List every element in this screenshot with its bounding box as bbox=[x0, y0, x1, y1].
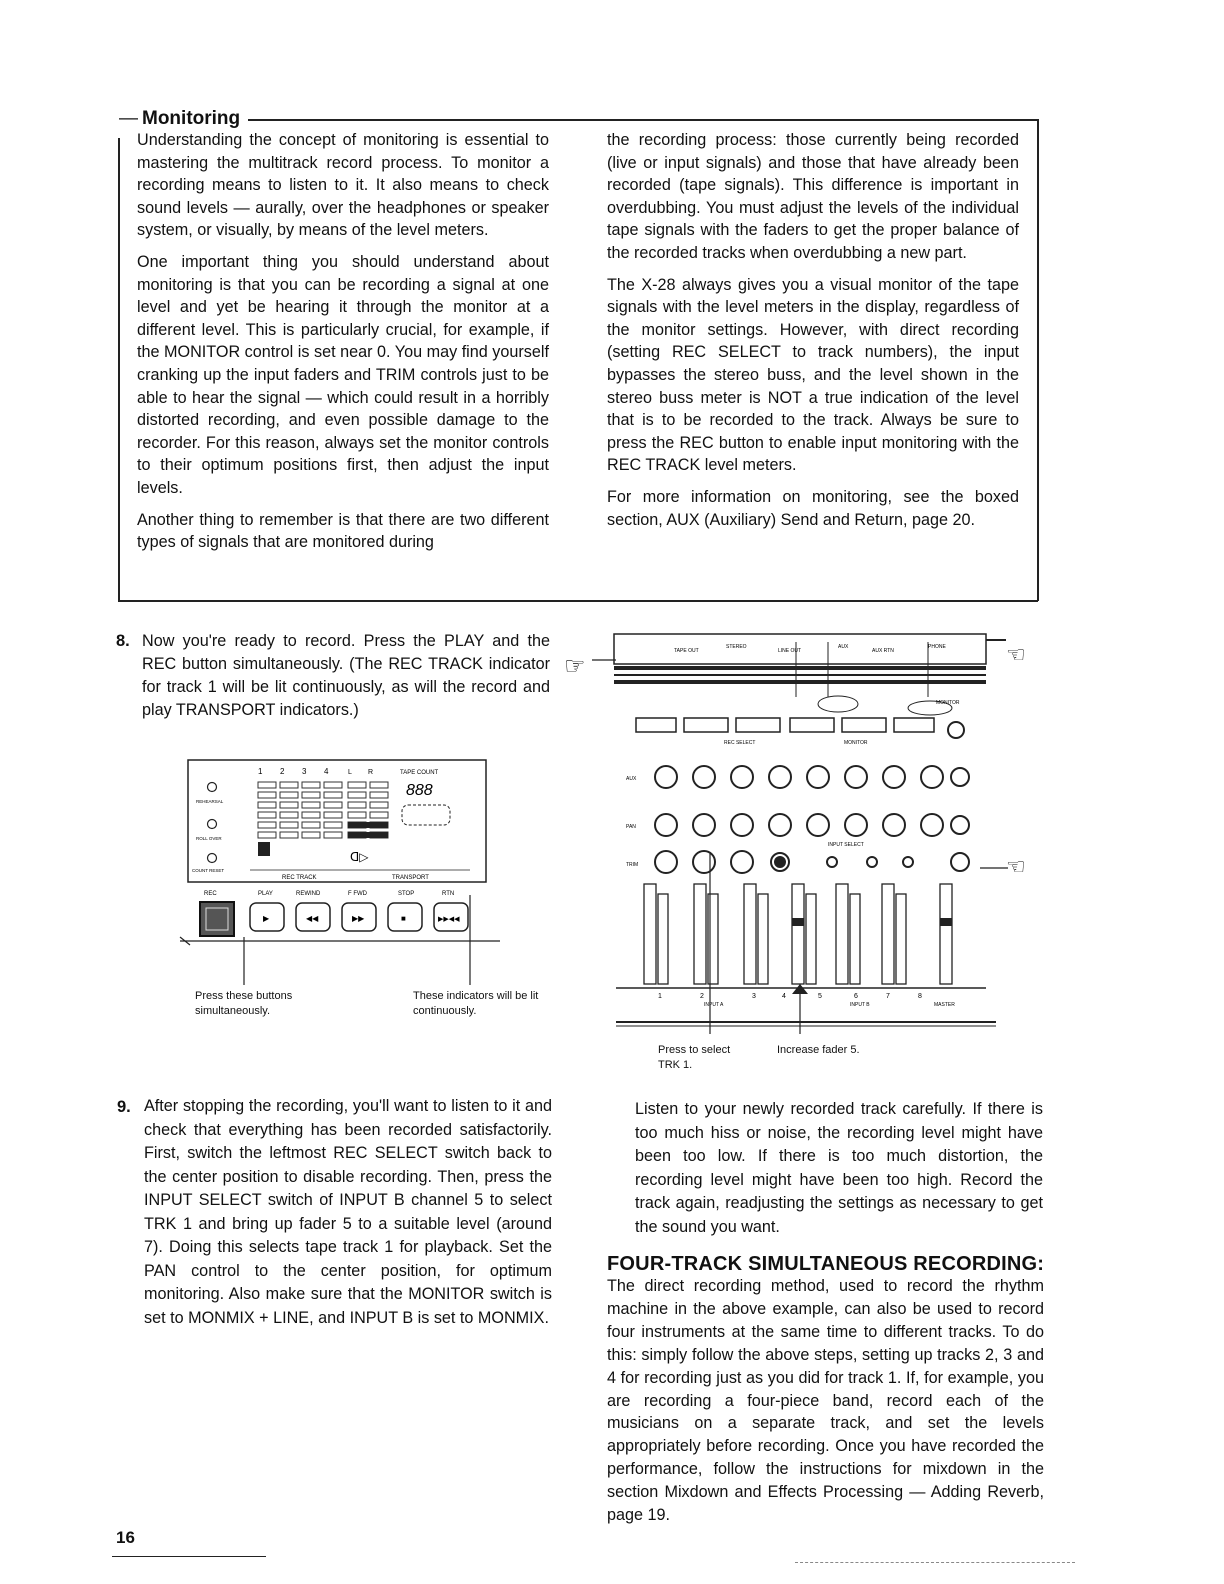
channel-number: 8 bbox=[918, 993, 922, 1000]
monitor-label: MONITOR bbox=[936, 700, 960, 706]
channel-number: 7 bbox=[886, 993, 890, 1000]
rear-jack-label: LINE OUT bbox=[778, 648, 802, 654]
monitor-section-label: MONITOR bbox=[844, 740, 868, 746]
channel-number: 6 bbox=[854, 993, 858, 1000]
monitoring-right-column bbox=[607, 129, 1019, 540]
rear-jack-label: STEREO bbox=[726, 644, 747, 650]
mixer-caption-right: Increase fader 5. bbox=[777, 1044, 860, 1056]
side-indicator-label: REHEARSAL bbox=[196, 799, 224, 804]
monitoring-paragraph: Another thing to remember is that there are two different types of signals that are monitored during bbox=[137, 510, 549, 552]
mixer-caption-left: Press to select TRK 1. bbox=[658, 1044, 731, 1071]
four-track-text: The direct recording method, used to record the rhythm machine in the above example, can also be used to record four instruments at the same time to different tracks. To do this: simply follow the above steps, setting up tracks 2, 3 and 4 for recording just as you did for track 1. If, for example, you are recording a four-piece band, record each of the musicians on a separate track, and set the levels appropriately before recording. Once you have recorded the performance, follow the instructions for mixdown in the section Mixdown and Effects Processing — Adding Reverb, page 19. bbox=[607, 1277, 1044, 1525]
step-8-text: Now you're ready to record. Press the PLAY and the REC button simultaneously. (The REC TRACK indicator for track 1 will be lit continuously, as will the record and play TRANSPORT indicators.) bbox=[142, 632, 550, 719]
side-indicator-label: COUNT RESET bbox=[192, 868, 225, 873]
section-label: INPUT A bbox=[704, 1002, 724, 1008]
section-label: MASTER bbox=[934, 1002, 955, 1008]
pointing-hand-icon: ☞ bbox=[564, 653, 586, 680]
monitoring-paragraph: The X-28 always gives you a visual monitor of the tape signals with the level meters in the display, regardless of the monitor settings. However, with direct recording (setting REC SELECT to track numbers), the input bypasses the stereo buss, and the level shown in the stereo buss meter is NOT a true indication of the level that is to be recorded to the track. Always be sure to press the REC button to enable input monitoring with the REC TRACK level meters. bbox=[607, 275, 1019, 475]
rear-jack-label: AUX RTN bbox=[872, 648, 894, 654]
monitoring-paragraph: For more information on monitoring, see the boxed section, AUX (Auxiliary) Send and Return, page 20. bbox=[607, 487, 1019, 529]
rec-track-label: REC TRACK bbox=[282, 875, 317, 881]
track-number-label: 3 bbox=[302, 767, 307, 776]
track-number-label: 1 bbox=[258, 767, 263, 776]
monitoring-heading: — Monitoring bbox=[119, 108, 240, 130]
tape-count-label: TAPE COUNT bbox=[400, 770, 439, 776]
transport-button-label: REWIND bbox=[296, 891, 321, 897]
rec-select-switches[interactable] bbox=[636, 718, 934, 732]
svg-text:◀◀: ◀◀ bbox=[306, 914, 319, 923]
rear-jack-label: TAPE OUT bbox=[674, 648, 699, 654]
footer-rule-right bbox=[795, 1562, 1075, 1563]
monitoring-paragraph: the recording process: those currently being recorded (live or input signals) and those that have already been recorded (tape signals). This difference is important in overdubbing. You must adjust the levels of the individual tape signals with the faders to get the proper balance of the recorded tracks when overdubbing a new part. bbox=[607, 131, 1019, 262]
monitoring-left-column bbox=[137, 129, 549, 563]
transport-button-label: REC bbox=[204, 891, 217, 897]
section-label: INPUT B bbox=[850, 1002, 870, 1008]
channel-number: 5 bbox=[818, 993, 822, 1000]
track-number-label: R bbox=[368, 769, 374, 776]
track-number-label: 4 bbox=[324, 767, 329, 776]
pointing-hand-icon: ☜ bbox=[1006, 642, 1026, 667]
monitoring-paragraph: Understanding the concept of monitoring is essential to mastering the multitrack record process. To monitor a recording means to listen to it. It also means to check sound levels — aurally, over the headphones or speaker system, or visually, by means of the level meters. bbox=[137, 131, 549, 240]
channel-number: 2 bbox=[700, 993, 704, 1000]
four-track-heading: FOUR-TRACK SIMULTANEOUS RECORDING: bbox=[607, 1253, 1045, 1275]
channel-number: 1 bbox=[658, 993, 662, 1000]
transport-button-label: F FWD bbox=[348, 891, 367, 897]
transport-button-label: RTN bbox=[442, 891, 455, 897]
side-indicator-label: ROLL OVER bbox=[196, 836, 222, 841]
row-label: PAN bbox=[626, 824, 636, 830]
step-9-number: 9. bbox=[117, 1098, 131, 1116]
mixer-panel-figure bbox=[556, 622, 1046, 1042]
transport-label: TRANSPORT bbox=[392, 875, 429, 881]
box-left-rule bbox=[118, 138, 120, 600]
input-select-label: INPUT SELECT bbox=[828, 842, 864, 848]
transport-caption-left: Press these buttons simultaneously. bbox=[195, 990, 293, 1017]
listen-paragraph: Listen to your newly recorded track carefully. If there is too much hiss or noise, the recording level might have been too low. If there is too much distortion, the recording level might have been too high. Record the track again, readjusting the settings as necessary to get the sound you want. bbox=[635, 1100, 1043, 1236]
transport-caption-right: These indicators will be lit continuously. bbox=[413, 990, 539, 1017]
trim-knobs[interactable] bbox=[655, 851, 969, 873]
rear-jack-label: PHONE bbox=[928, 644, 946, 650]
rec-select-label: REC SELECT bbox=[724, 740, 756, 746]
svg-text:▶: ▶ bbox=[263, 914, 270, 923]
box-bottom-rule bbox=[118, 600, 1038, 602]
svg-text:■: ■ bbox=[401, 914, 406, 923]
tape-counter: 888 bbox=[406, 782, 433, 799]
step-9-text: After stopping the recording, you'll want to listen to it and check that everything has been recorded satisfactorily. First, switch the leftmost REC SELECT switch back to the center position to disable recording. Then, press the INPUT SELECT switch of INPUT B channel 5 to select TRK 1 and bring up fader 5 to a suitable level (around 7). Doing this selects tape track 1 for playback. Set the PAN control to the center position, for optimum monitoring. Also make sure that the MONITOR switch is set to MONMIX + LINE, and INPUT B is set to MONMIX. bbox=[144, 1097, 552, 1327]
transport-button-label: STOP bbox=[398, 891, 415, 897]
aux-knobs[interactable] bbox=[655, 766, 969, 788]
footer-rule-left bbox=[112, 1556, 266, 1557]
track-number-label: L bbox=[348, 769, 352, 776]
pan-knobs[interactable] bbox=[655, 814, 969, 836]
row-label: TRIM bbox=[626, 862, 639, 868]
svg-text:ᗡ▷: ᗡ▷ bbox=[350, 850, 369, 864]
channel-faders[interactable] bbox=[644, 884, 952, 984]
channel-number: 4 bbox=[782, 993, 786, 1000]
box-top-rule bbox=[248, 119, 1038, 121]
svg-text:▶▶◀◀: ▶▶◀◀ bbox=[438, 916, 460, 923]
channel-number: 3 bbox=[752, 993, 756, 1000]
track-number-label: 2 bbox=[280, 767, 285, 776]
page-number: 16 bbox=[116, 1528, 135, 1547]
rear-jack-label: AUX bbox=[838, 644, 849, 650]
level-meter-bars bbox=[258, 782, 388, 838]
row-label: AUX bbox=[626, 776, 637, 782]
box-right-rule bbox=[1037, 119, 1039, 601]
monitoring-paragraph: One important thing you should understand about monitoring is that you can be recording a signal at one level and yet be hearing it through the monitor at a different level. This is particularly crucial, for example, if the MONITOR control is set near 0. You may find yourself cranking up the input faders and TRIM controls just to be able to hear the signal — which could result in a horribly distorted recording, and even possible damage to the recorder. For this reason, always set the monitor controls to their optimum positions first, then adjust the input levels. bbox=[137, 252, 549, 497]
transport-button-label: PLAY bbox=[258, 891, 273, 897]
pointing-hand-icon: ☜ bbox=[1006, 854, 1026, 879]
svg-text:▶▶: ▶▶ bbox=[352, 914, 365, 923]
rec-button[interactable] bbox=[200, 902, 234, 936]
step-8-number: 8. bbox=[116, 632, 130, 650]
